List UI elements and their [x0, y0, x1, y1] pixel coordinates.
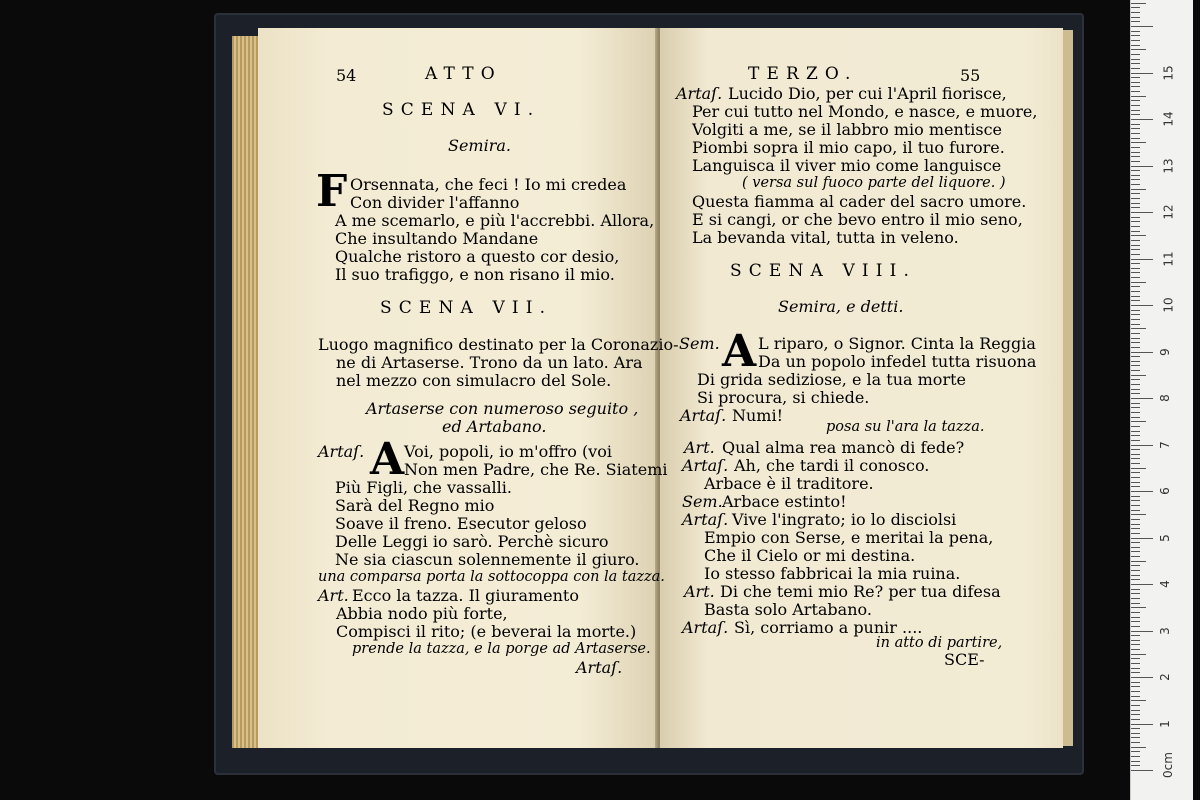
ruler-tick — [1131, 756, 1140, 757]
ruler-tick — [1131, 496, 1140, 497]
ruler-tick — [1131, 538, 1153, 539]
ruler-tick — [1131, 161, 1140, 162]
ruler-tick — [1131, 268, 1140, 269]
speaker-label: Artaſ. — [682, 618, 729, 637]
ruler-tick — [1131, 612, 1140, 613]
dropcap-f: F — [316, 166, 348, 217]
text-line: Soave il freno. Esecutor geloso — [335, 514, 587, 533]
ruler-unit: 0cm — [1160, 752, 1175, 778]
ruler-tick — [1131, 542, 1140, 543]
ruler-tick — [1131, 644, 1140, 645]
text-line: Non men Padre, che Re. Siatemi — [404, 460, 668, 479]
ruler-tick — [1131, 426, 1140, 427]
ruler-tick — [1131, 384, 1140, 385]
text-line: Arbace è il traditore. — [704, 474, 874, 493]
ruler-tick — [1131, 449, 1140, 450]
stage-setting-line: Luogo magnifico destinato per la Coronazio- — [318, 335, 679, 354]
text-line: E si cangi, or che bevo entro il mio seno, — [692, 210, 1023, 229]
text-line: Piombi sopra il mio capo, il tuo furore. — [692, 138, 1005, 157]
text-line: Questa fiamma al cader del sacro umore. — [692, 192, 1027, 211]
text-line: Sarà del Regno mio — [335, 496, 495, 515]
ruler-tick — [1131, 621, 1140, 622]
running-head-left: ATTO — [425, 64, 502, 84]
ruler-tick — [1131, 63, 1140, 64]
catchword: SCE- — [944, 650, 985, 669]
ruler-tick — [1131, 454, 1140, 455]
ruler-tick — [1131, 133, 1140, 134]
measurement-ruler — [1130, 0, 1193, 800]
ruler-tick — [1131, 166, 1153, 167]
text-line: Da un popolo infedel tutta risuona — [758, 352, 1037, 371]
scene6-character: Semira. — [448, 136, 511, 155]
ruler-tick — [1131, 333, 1140, 334]
ruler-tick — [1131, 696, 1140, 697]
ruler-tick — [1131, 551, 1140, 552]
ruler-tick — [1131, 49, 1146, 50]
ruler-tick — [1131, 682, 1140, 683]
text-line: Delle Leggi io sarò. Perchè sicuro — [335, 532, 609, 551]
ruler-tick — [1131, 45, 1140, 46]
ruler-number: 2 — [1157, 673, 1172, 681]
ruler-number: 10 — [1161, 297, 1176, 313]
ruler-number: 4 — [1157, 580, 1172, 588]
ruler-tick — [1131, 86, 1140, 87]
ruler-tick — [1131, 184, 1140, 185]
ruler-tick — [1131, 310, 1140, 311]
ruler-tick — [1131, 724, 1153, 725]
ruler-tick — [1131, 114, 1140, 115]
stage-direction: prende la tazza, e la porge ad Artaserse. — [352, 641, 651, 657]
ruler-tick — [1131, 468, 1146, 469]
ruler-tick — [1131, 352, 1153, 353]
ruler-tick — [1131, 393, 1140, 394]
ruler-tick — [1131, 617, 1140, 618]
ruler-tick — [1131, 431, 1140, 432]
ruler-tick — [1131, 40, 1140, 41]
ruler-tick — [1131, 82, 1140, 83]
ruler-tick — [1131, 203, 1140, 204]
ruler-tick — [1131, 691, 1140, 692]
ruler-tick — [1131, 547, 1140, 548]
text-line: Vive l'ingrato; io lo disciolsi — [732, 510, 957, 529]
catchword: Artaſ. — [576, 658, 623, 677]
ruler-number: 3 — [1157, 626, 1172, 635]
text-line: Di che temi mio Re? per tua difesa — [720, 582, 1001, 601]
ruler-tick — [1131, 421, 1146, 422]
ruler-tick — [1131, 463, 1140, 464]
ruler-tick — [1131, 635, 1140, 636]
ruler-tick — [1131, 170, 1140, 171]
ruler-tick — [1131, 505, 1140, 506]
ruler-tick — [1131, 138, 1140, 139]
text-line: La bevanda vital, tutta in veleno. — [692, 228, 959, 247]
ruler-tick — [1131, 649, 1140, 650]
ruler-tick — [1131, 207, 1140, 208]
text-line: Numi! — [732, 406, 784, 425]
text-line: Arbace estinto! — [722, 492, 847, 511]
ruler-tick — [1131, 417, 1140, 418]
ruler-tick — [1131, 519, 1140, 520]
ruler-tick — [1131, 477, 1140, 478]
stage-direction: ( versa sul fuoco parte del liquore. ) — [742, 175, 1006, 191]
ruler-tick — [1131, 626, 1140, 627]
ruler-tick — [1131, 7, 1140, 8]
ruler-tick — [1131, 119, 1153, 120]
stage-direction: in atto di partire, — [876, 635, 1003, 651]
ruler-tick — [1131, 654, 1146, 655]
text-line: Che il Cielo or mi destina. — [704, 546, 916, 565]
ruler-tick — [1131, 152, 1140, 153]
ruler-tick — [1131, 561, 1146, 562]
ruler-tick — [1131, 686, 1140, 687]
ruler-tick — [1131, 259, 1153, 260]
stage-direction: una comparsa porta la sottocoppa con la tazza. — [318, 569, 665, 585]
speaker-label: Artaſ. — [318, 442, 365, 461]
ruler-tick — [1131, 54, 1140, 55]
ruler-tick — [1131, 482, 1140, 483]
ruler-tick — [1131, 175, 1140, 176]
ruler-tick — [1131, 403, 1140, 404]
ruler-tick — [1131, 142, 1146, 143]
ruler-tick — [1131, 314, 1140, 315]
ruler-tick — [1131, 226, 1140, 227]
ruler-tick — [1131, 282, 1146, 283]
ruler-tick — [1131, 286, 1140, 287]
speaker-label: Artaſ. — [682, 510, 729, 529]
ruler-tick — [1131, 672, 1140, 673]
text-line: Il suo trafiggo, e non risano il mio. — [335, 265, 615, 284]
ruler-tick — [1131, 3, 1146, 4]
ruler-tick — [1131, 73, 1153, 74]
speaker-label: Sem. — [682, 492, 723, 511]
text-line: Di grida sediziose, e la tua morte — [697, 370, 966, 389]
ruler-tick — [1131, 398, 1153, 399]
text-line: Voi, popoli, io m'offro (voi — [404, 442, 612, 461]
ruler-tick — [1131, 231, 1140, 232]
ruler-tick — [1131, 714, 1140, 715]
ruler-tick — [1131, 221, 1140, 222]
ruler-tick — [1131, 677, 1153, 678]
ruler-tick — [1131, 179, 1140, 180]
text-line: Più Figli, che vassalli. — [335, 478, 512, 497]
ruler-tick — [1131, 407, 1140, 408]
ruler-number: 5 — [1157, 533, 1172, 542]
text-line: Abbia nodo più forte, — [336, 604, 508, 623]
ruler-tick — [1131, 240, 1140, 241]
ruler-tick — [1131, 198, 1140, 199]
ruler-number: 13 — [1161, 157, 1176, 174]
ruler-tick — [1131, 124, 1140, 125]
ruler-tick — [1131, 245, 1140, 246]
text-line: A me scemarlo, e più l'accrebbi. Allora, — [335, 211, 655, 230]
ruler-tick — [1131, 12, 1140, 13]
ruler-tick — [1131, 458, 1140, 459]
text-line: Compisci il rito; (e beverai la morte.) — [336, 622, 637, 641]
scene7-characters: ed Artabano. — [442, 417, 547, 436]
ruler-tick — [1131, 100, 1140, 101]
ruler-number: 7 — [1157, 440, 1172, 449]
ruler-tick — [1131, 110, 1140, 111]
ruler-tick — [1131, 593, 1140, 594]
ruler-tick — [1131, 733, 1140, 734]
page-number-right: 55 — [960, 66, 981, 85]
text-line: Orsennata, che feci ! Io mi credea — [350, 175, 627, 194]
ruler-tick — [1131, 751, 1140, 752]
ruler-tick — [1131, 589, 1140, 590]
ruler-tick — [1131, 640, 1140, 641]
ruler-tick — [1131, 719, 1140, 720]
text-line: Qualche ristoro a questo cor desio, — [335, 247, 620, 266]
text-line: Empio con Serse, e meritai la pena, — [704, 528, 994, 547]
text-line: Io stesso fabbricai la mia ruina. — [704, 564, 961, 583]
dropcap-a: A — [370, 434, 405, 485]
ruler-number: 1 — [1157, 719, 1172, 728]
text-line: Ah, che tardi il conosco. — [734, 456, 930, 475]
text-line: Ecco la tazza. Il giuramento — [352, 586, 579, 605]
scene8-characters: Semira, e detti. — [778, 297, 904, 316]
text-line: Si procura, si chiede. — [697, 388, 870, 407]
text-line: Che insultando Mandane — [335, 229, 539, 248]
ruler-tick — [1131, 524, 1140, 525]
running-head-right: TERZO. — [748, 64, 858, 84]
ruler-tick — [1131, 328, 1146, 329]
speaker-label: Art. — [684, 438, 715, 457]
ruler-tick — [1131, 658, 1140, 659]
ruler-tick — [1131, 663, 1140, 664]
ruler-tick — [1131, 217, 1140, 218]
ruler-tick — [1131, 21, 1140, 22]
ruler-tick — [1131, 254, 1140, 255]
ruler-tick — [1131, 128, 1140, 129]
ruler-tick — [1131, 347, 1140, 348]
text-line: Sì, corriamo a punir .... — [734, 618, 923, 637]
ruler-tick — [1131, 96, 1146, 97]
ruler-tick — [1131, 356, 1140, 357]
ruler-tick — [1131, 728, 1140, 729]
ruler-tick — [1131, 570, 1140, 571]
text-line: Volgiti a me, se il labbro mio mentisce — [692, 120, 1002, 139]
speaker-label: Art. — [684, 582, 715, 601]
ruler-tick — [1131, 747, 1146, 748]
ruler-tick — [1131, 35, 1140, 36]
ruler-tick — [1131, 235, 1146, 236]
ruler-tick — [1131, 491, 1153, 492]
ruler-tick — [1131, 389, 1140, 390]
text-line: Basta solo Artabano. — [704, 600, 872, 619]
text-line: Per cui tutto nel Mondo, e nasce, e muore, — [692, 102, 1038, 121]
page-number-left: 54 — [336, 66, 357, 85]
ruler-tick — [1131, 710, 1140, 711]
ruler-tick — [1131, 68, 1140, 69]
ruler-tick — [1131, 765, 1140, 766]
ruler-tick — [1131, 607, 1146, 608]
ruler-tick — [1131, 486, 1140, 487]
speaker-label: Art. — [318, 586, 349, 605]
ruler-tick — [1131, 291, 1140, 292]
ruler-tick — [1131, 510, 1140, 511]
stage-setting-line: ne di Artaserse. Trono da un lato. Ara — [336, 353, 643, 372]
ruler-tick — [1131, 193, 1140, 194]
ruler-tick — [1131, 249, 1140, 250]
ruler-tick — [1131, 105, 1140, 106]
speaker-label: Artaſ. — [680, 406, 727, 425]
ruler-tick — [1131, 603, 1140, 604]
text-line: L riparo, o Signor. Cinta la Reggia — [758, 334, 1036, 353]
ruler-tick — [1131, 565, 1140, 566]
ruler-tick — [1131, 189, 1146, 190]
text-line: Con divider l'affanno — [350, 193, 520, 212]
stage-direction: posa su l'ara la tazza. — [826, 419, 985, 435]
ruler-tick — [1131, 379, 1140, 380]
text-line: Languisca il viver mio come languisce — [692, 156, 1002, 175]
ruler-tick — [1131, 263, 1140, 264]
ruler-tick — [1131, 324, 1140, 325]
ruler-tick — [1131, 342, 1140, 343]
text-line: Ne sia ciascun solennemente il giuro. — [335, 550, 640, 569]
ruler-tick — [1131, 26, 1153, 27]
stage-setting-line: nel mezzo con simulacro del Sole. — [336, 371, 612, 390]
ruler-tick — [1131, 500, 1140, 501]
ruler-tick — [1131, 435, 1140, 436]
text-line: Qual alma rea mancò di fede? — [722, 438, 965, 457]
ruler-tick — [1131, 761, 1140, 762]
scene7-characters: Artaserse con numeroso seguito , — [366, 399, 639, 418]
ruler-tick — [1131, 31, 1140, 32]
dropcap-a-right: A — [722, 326, 757, 377]
ruler-tick — [1131, 212, 1153, 213]
page-edges-right — [1063, 30, 1073, 746]
ruler-tick — [1131, 272, 1140, 273]
ruler-tick — [1131, 17, 1140, 18]
ruler-tick — [1131, 598, 1140, 599]
ruler-tick — [1131, 472, 1140, 473]
ruler-number: 15 — [1161, 64, 1176, 81]
ruler-tick — [1131, 59, 1140, 60]
ruler-tick — [1131, 412, 1140, 413]
ruler-tick — [1131, 375, 1146, 376]
scene8-heading: SCENA VIII. — [730, 261, 916, 281]
ruler-tick — [1131, 370, 1140, 371]
page-edges-left — [232, 36, 258, 748]
scene6-heading: SCENA VI. — [382, 100, 541, 120]
ruler-tick — [1131, 556, 1140, 557]
ruler-tick — [1131, 300, 1140, 301]
ruler-tick — [1131, 445, 1153, 446]
ruler-number: 9 — [1157, 347, 1172, 356]
ruler-tick — [1131, 737, 1140, 738]
ruler-tick — [1131, 584, 1153, 585]
ruler-tick — [1131, 296, 1140, 297]
ruler-tick — [1131, 631, 1153, 632]
scene7-heading: SCENA VII. — [380, 298, 553, 318]
ruler-tick — [1131, 770, 1153, 771]
ruler-tick — [1131, 365, 1140, 366]
ruler-number: 12 — [1161, 204, 1176, 220]
ruler-tick — [1131, 147, 1140, 148]
ruler-tick — [1131, 77, 1140, 78]
ruler-tick — [1131, 533, 1140, 534]
speaker-label: Artaſ. — [676, 84, 723, 103]
ruler-tick — [1131, 528, 1140, 529]
ruler-tick — [1131, 700, 1146, 701]
ruler-tick — [1131, 742, 1140, 743]
ruler-tick — [1131, 579, 1140, 580]
ruler-tick — [1131, 361, 1140, 362]
ruler-tick — [1131, 668, 1140, 669]
ruler-tick — [1131, 156, 1140, 157]
ruler-number: 6 — [1157, 487, 1172, 495]
ruler-tick — [1131, 305, 1153, 306]
ruler-tick — [1131, 91, 1140, 92]
ruler-tick — [1131, 440, 1140, 441]
ruler-tick — [1131, 319, 1140, 320]
ruler-tick — [1131, 338, 1140, 339]
speaker-label: Sem. — [679, 334, 720, 353]
ruler-number: 11 — [1161, 250, 1176, 267]
ruler-tick — [1131, 575, 1140, 576]
ruler-number: 8 — [1157, 394, 1172, 402]
ruler-tick — [1131, 514, 1146, 515]
ruler-tick — [1131, 277, 1140, 278]
text-line: Lucido Dio, per cui l'April fiorisce, — [728, 84, 1007, 103]
ruler-tick — [1131, 705, 1140, 706]
ruler-number: 14 — [1161, 111, 1176, 127]
speaker-label: Artaſ. — [682, 456, 729, 475]
